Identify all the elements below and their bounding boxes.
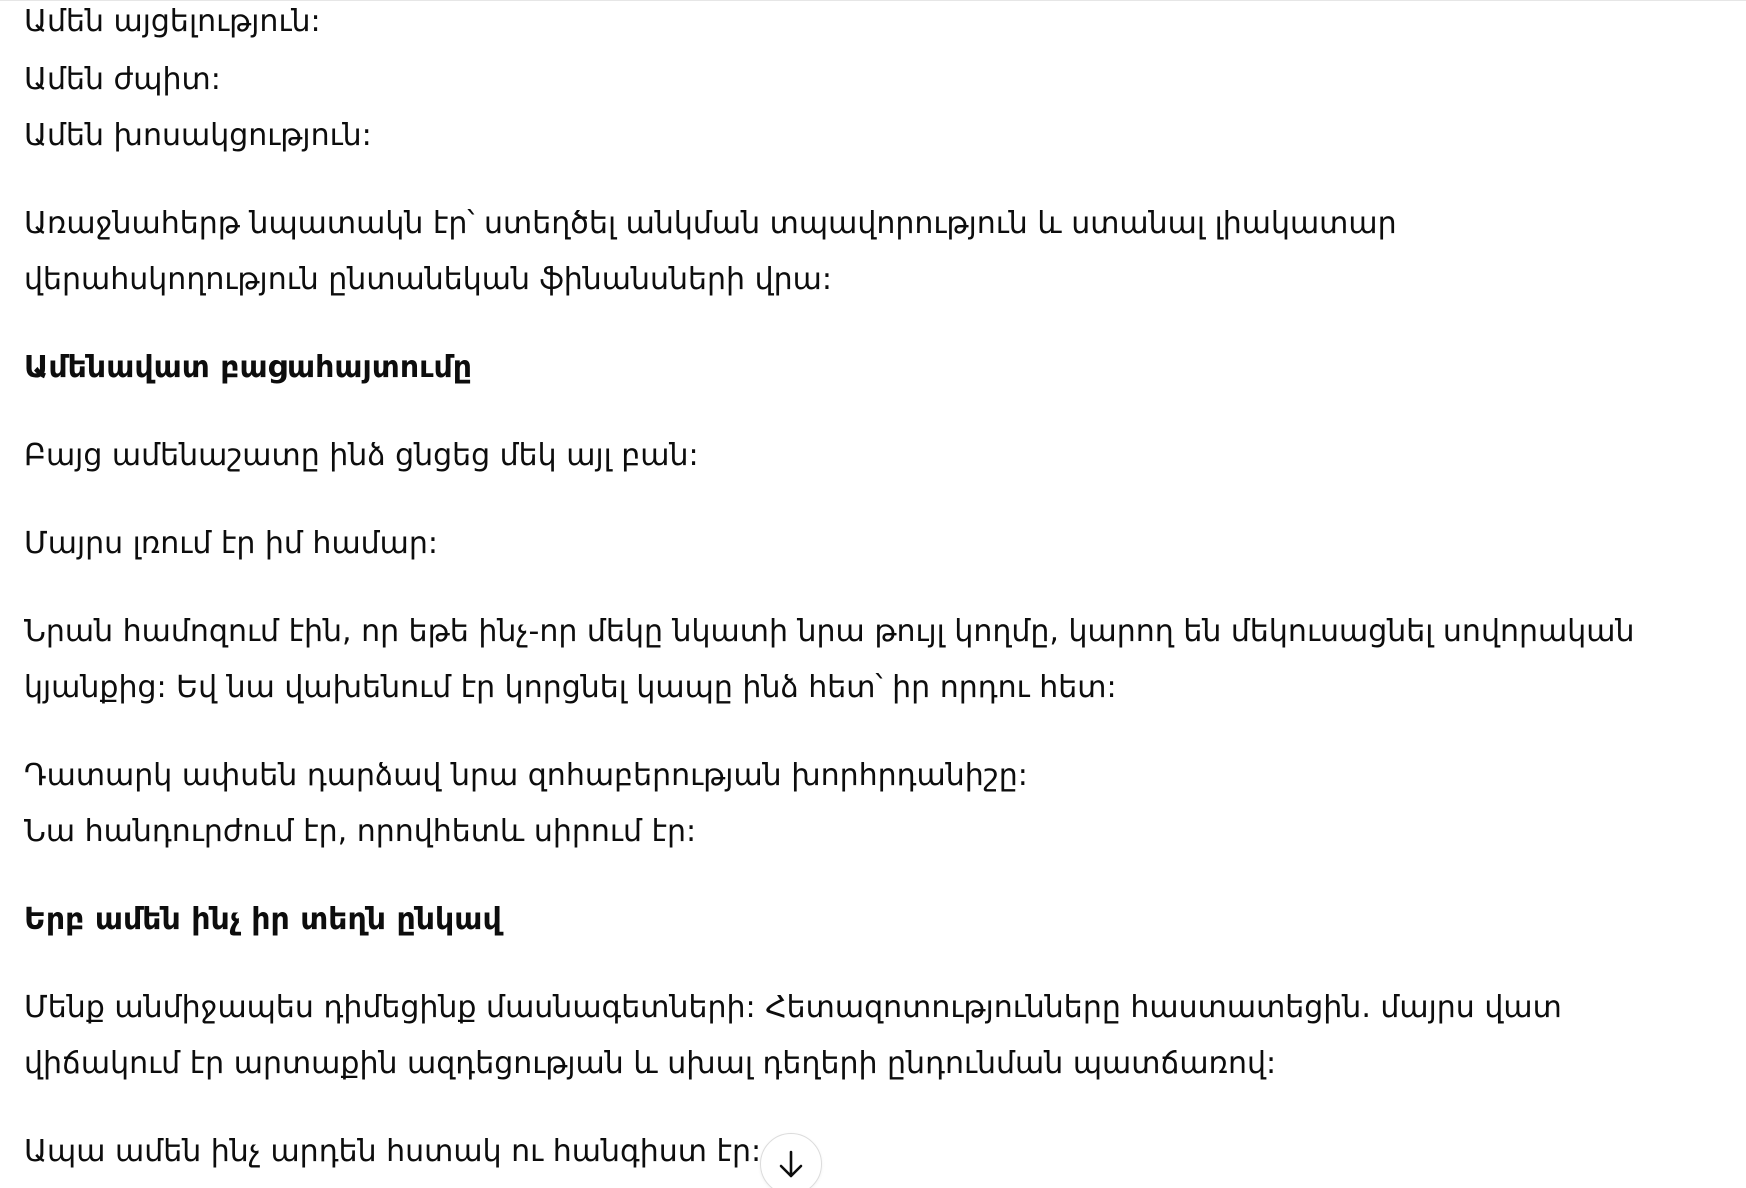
message-line: Մայրս լռում էր իմ համար:	[24, 526, 439, 561]
message-line: վերահսկողություն ընտանեկան ֆինանսների վրա:	[24, 262, 832, 297]
message-line: վիճակում էր արտաքին ազդեցության և սխալ դեղերի ընդունման պատճառով:	[24, 1046, 1277, 1081]
message-line: Նրան համոզում էին, որ եթե ինչ-որ մեկը նկատի նրա թույլ կողմը, կարող են մեկուսացնել սովորական	[24, 614, 1635, 649]
message-line: Բայց ամենաշատը ինձ ցնցեց մեկ այլ բան:	[24, 438, 699, 473]
arrow-down-icon	[776, 1134, 806, 1186]
message-line: Ամեն ժպիտ:	[24, 62, 221, 97]
message-line: Մենք անմիջապես դիմեցինք մասնագետների: Հետազոտությունները հաստատեցին. մայրս վատ	[24, 990, 1562, 1025]
message-line: Առաջնահերթ նպատակն էր՝ ստեղծել անկման տպավորություն և ստանալ լիակատար	[24, 206, 1397, 241]
section-heading: Ամենավատ բացահայտումը	[24, 350, 472, 385]
message-line: կյանքից: Եվ նա վախենում էր կորցնել կապը ինձ հետ՝ իր որդու հետ:	[24, 670, 1117, 705]
message-line: Ապա ամեն ինչ արդեն հստակ ու հանգիստ էր:	[24, 1134, 762, 1169]
scroll-to-bottom-button[interactable]	[760, 1133, 822, 1188]
message-line: Ամեն խոսակցություն:	[24, 118, 372, 153]
message-line: Նա հանդուրժում էր, որովհետև սիրում էր:	[24, 814, 697, 849]
section-heading: Երբ ամեն ինչ իր տեղն ընկավ	[24, 902, 502, 937]
message-line: Ամեն այցելություն:	[24, 4, 321, 39]
message-line: Դատարկ ափսեն դարձավ նրա զոհաբերության խորհրդանիշը:	[24, 758, 1028, 793]
